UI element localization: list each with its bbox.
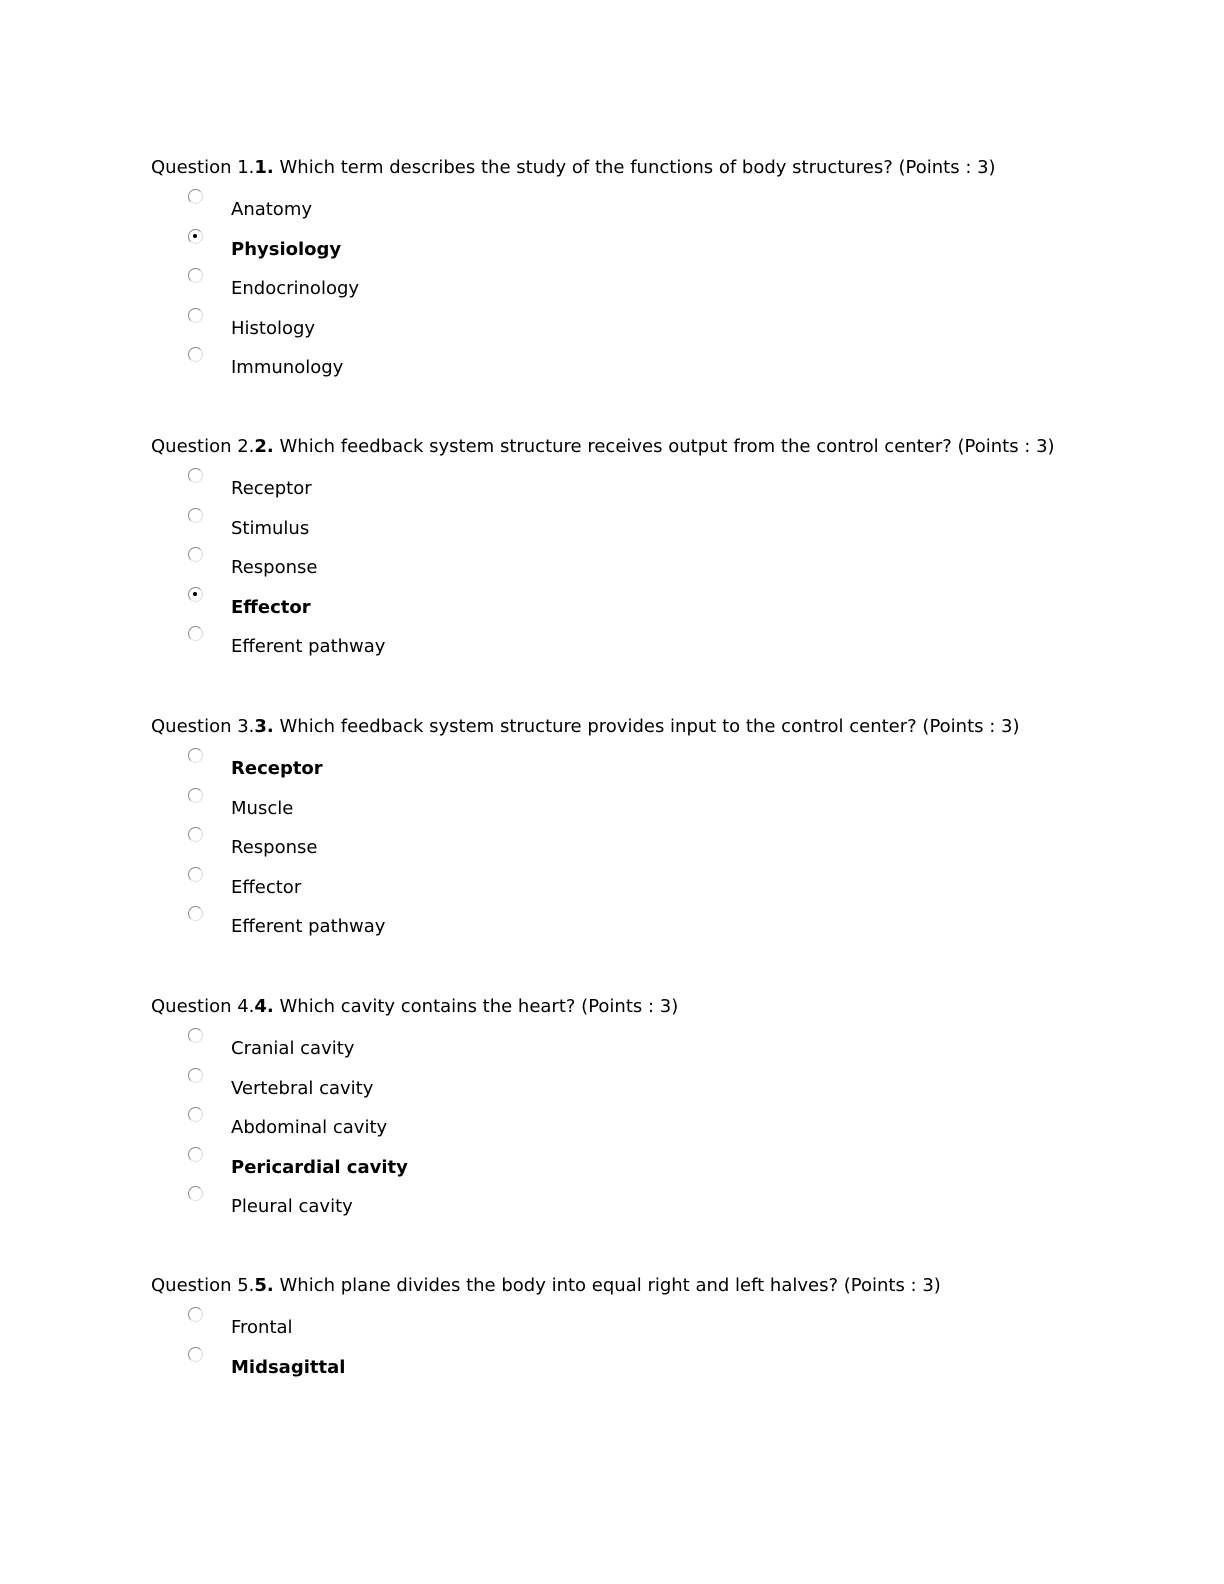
option[interactable] [151,748,1151,788]
option[interactable] [151,1347,1151,1387]
option-label: Midsagittal [231,1356,346,1378]
option-label: Pleural cavity [231,1196,353,1217]
radio-button[interactable] [188,1107,203,1122]
answer-options [151,189,1151,387]
option[interactable] [151,626,1151,666]
option[interactable] [151,906,1151,946]
option[interactable] [151,867,1151,907]
radio-button[interactable] [188,508,203,523]
option-label: Physiology [231,238,342,260]
radio-button[interactable] [188,547,203,562]
question-5 [151,1275,1151,1386]
radio-button[interactable] [188,788,203,803]
radio-button[interactable] [188,1147,203,1162]
radio-button[interactable] [188,308,203,323]
question-text: Question 2.2. Which feedback system structure receives output from the control center? (Points : 3) [151,436,1055,457]
question-1 [151,157,1151,387]
answer-options [151,1028,1151,1226]
question-text: Question 3.3. Which feedback system structure provides input to the control center? (Points : 3) [151,716,1020,737]
question-text: Question 4.4. Which cavity contains the heart? (Points : 3) [151,996,679,1017]
option-label: Effector [231,876,302,898]
radio-button[interactable] [188,827,203,842]
option-label: Vertebral cavity [231,1077,374,1099]
option[interactable] [151,1028,1151,1068]
radio-button[interactable] [188,1028,203,1043]
option-label: Muscle [231,797,294,819]
option[interactable] [151,1186,1151,1226]
option[interactable] [151,508,1151,548]
answer-options [151,1307,1151,1386]
option-label: Cranial cavity [231,1038,355,1059]
option-label: Pericardial cavity [231,1156,408,1178]
option[interactable] [151,1147,1151,1187]
question-2 [151,436,1151,666]
radio-button[interactable] [188,587,203,602]
option-label: Response [231,557,318,578]
radio-button[interactable] [188,189,203,204]
option[interactable] [151,189,1151,229]
option-label: Anatomy [231,199,313,220]
option-label: Immunology [231,357,344,378]
radio-button[interactable] [188,1307,203,1322]
option-label: Frontal [231,1317,293,1338]
option[interactable] [151,587,1151,627]
option-label: Efferent pathway [231,916,386,937]
option[interactable] [151,547,1151,587]
option-label: Stimulus [231,517,310,539]
radio-button[interactable] [188,268,203,283]
radio-button[interactable] [188,229,203,244]
option[interactable] [151,347,1151,387]
question-text: Question 1.1. Which term describes the study of the functions of body structures? (Points : 3) [151,157,996,178]
option[interactable] [151,229,1151,269]
radio-button[interactable] [188,1068,203,1083]
question-text: Question 5.5. Which plane divides the body into equal right and left halves? (Points : 3) [151,1275,941,1296]
option[interactable] [151,1107,1151,1147]
option[interactable] [151,1068,1151,1108]
option[interactable] [151,308,1151,348]
option-label: Histology [231,317,316,339]
question-4 [151,996,1151,1226]
option[interactable] [151,827,1151,867]
option-label: Endocrinology [231,278,360,299]
question-3 [151,716,1151,946]
option-label: Effector [231,596,311,618]
answer-options [151,468,1151,666]
option-label: Abdominal cavity [231,1117,388,1138]
option-label: Efferent pathway [231,636,386,657]
option[interactable] [151,468,1151,508]
option[interactable] [151,1307,1151,1347]
radio-button[interactable] [188,906,203,921]
radio-button[interactable] [188,1186,203,1201]
radio-button[interactable] [188,347,203,362]
option-label: Receptor [231,478,312,499]
radio-button[interactable] [188,748,203,763]
radio-button[interactable] [188,468,203,483]
radio-button[interactable] [188,626,203,641]
option[interactable] [151,268,1151,308]
option[interactable] [151,788,1151,828]
option-label: Response [231,837,318,858]
radio-button[interactable] [188,1347,203,1362]
radio-button[interactable] [188,867,203,882]
option-label: Receptor [231,758,323,779]
answer-options [151,748,1151,946]
